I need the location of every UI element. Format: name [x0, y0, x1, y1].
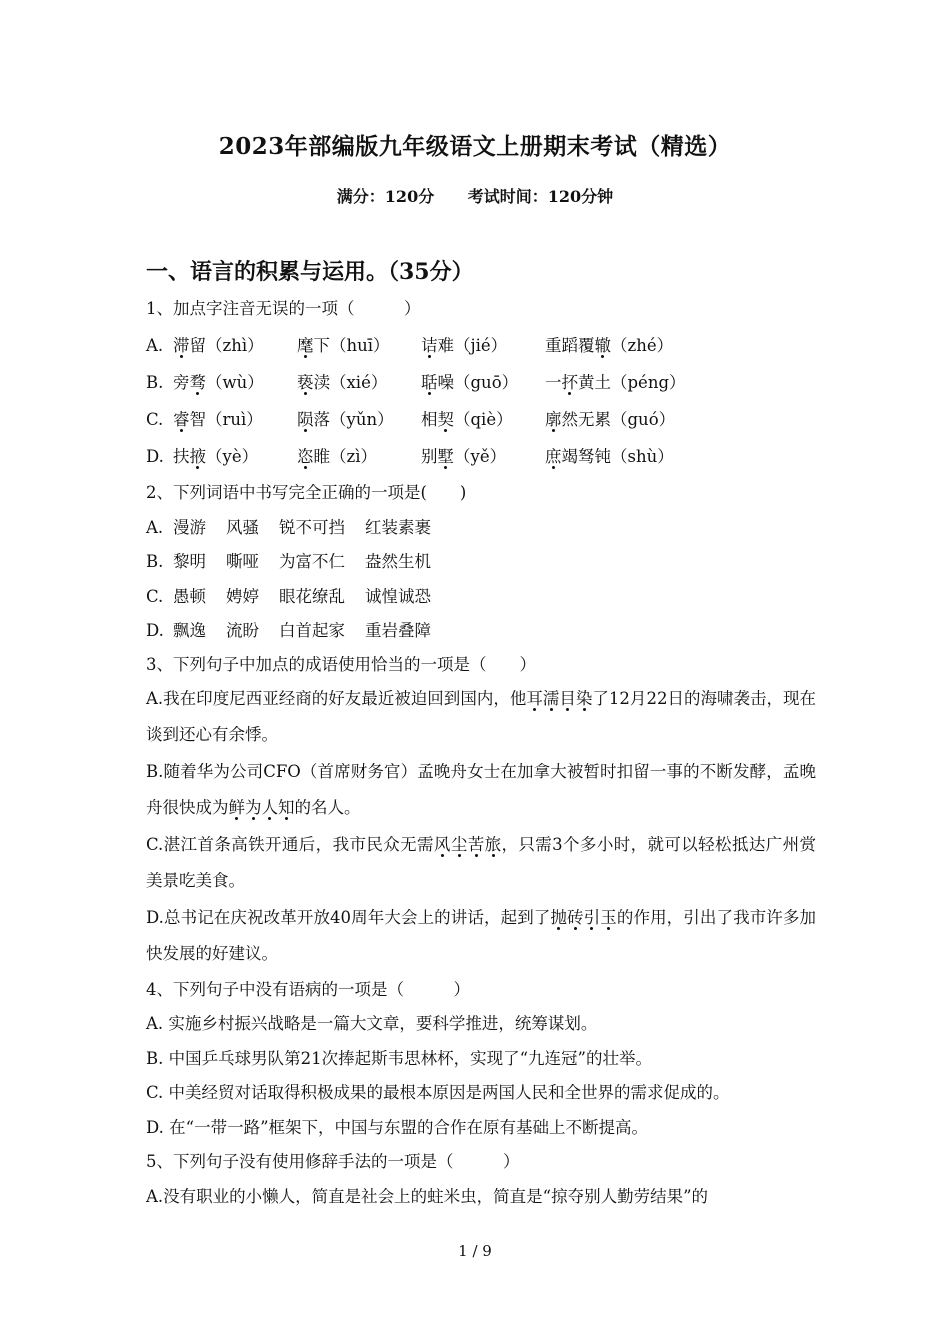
word-item [297, 401, 421, 438]
option-label: D. [146, 446, 164, 466]
dotted-char: 苦 [467, 834, 485, 854]
dotted-char: 旅 [484, 834, 502, 854]
word-item [421, 364, 545, 401]
word-item [297, 327, 421, 364]
dotted-char: 亵 [297, 372, 314, 392]
word-text: 旁 [173, 372, 190, 392]
word-item: 重岩叠障 [365, 621, 431, 640]
option-text: 了12月22日的海啸袭击，现在谈到还心有余悸。 [146, 688, 817, 744]
word-item: 盎然生机 [365, 552, 431, 571]
word-item [297, 364, 421, 401]
word-item [545, 327, 775, 364]
page-title: 2023年部编版九年级语文上册期末考试（精选） [218, 133, 732, 160]
question-4-option-a: A. 实施乡村振兴战略是一篇大文章，要科学推进，统筹谋划。 [146, 1014, 598, 1033]
word-item: 红装素裹 [365, 517, 431, 537]
dotted-char: 染 [575, 688, 593, 708]
word-item [421, 401, 545, 438]
dotted-idiom [526, 689, 592, 708]
option-text: ，只需3个多小时，就可以轻松抵达广州赏美景吃美食。 [146, 834, 816, 890]
word-item [297, 438, 421, 475]
dotted-char: 引 [583, 907, 601, 927]
word-item: 漫游 [173, 517, 206, 537]
dotted-char: 鲜 [228, 797, 245, 817]
question-2-option [146, 614, 816, 649]
word-item [173, 364, 297, 401]
option-label: B. [146, 552, 164, 571]
word-text: （qiè） [454, 409, 513, 429]
word-item [545, 438, 775, 475]
dotted-char: 辙 [594, 335, 611, 355]
question-1-option [146, 438, 816, 475]
word-text: 黄土（péng） [578, 372, 686, 392]
word-text: 留（zhì） [189, 335, 264, 355]
option-text: C.湛江首条高铁开通后，我市民众无需 [146, 834, 434, 854]
dotted-idiom [434, 835, 502, 854]
word-text: 落（yǔn） [313, 409, 394, 429]
word-text: （zhé） [611, 335, 674, 355]
question-3-stem: 3、下列句子中加点的成语使用恰当的一项是（ ） [146, 654, 536, 674]
question-4-option-b: B. 中国乒乓球男队第21次捧起斯韦思林杯，实现了“九连冠”的壮举。 [146, 1048, 652, 1068]
question-1-options [146, 327, 816, 475]
option-label: A. [146, 517, 164, 537]
word-item: 诚惶诚恐 [365, 586, 431, 606]
section-heading: 一、语言的积累与运用。（35分） [146, 259, 474, 285]
dotted-char: 睿 [173, 409, 190, 429]
question-2-options [146, 511, 816, 649]
word-text: （yě） [454, 446, 507, 466]
dotted-char: 诘 [421, 335, 438, 355]
dotted-char: 恣 [297, 446, 314, 466]
word-item: 锐不可挡 [279, 517, 345, 537]
word-text: 智（ruì） [189, 409, 263, 429]
word-item [421, 438, 545, 475]
exam-info [0, 184, 950, 207]
option-label: C. [146, 586, 164, 606]
question-3-options [146, 681, 816, 972]
question-4-option-c: C. 中美经贸对话取得积极成果的最根本原因是两国人民和全世界的需求促成的。 [146, 1083, 730, 1102]
word-item [173, 327, 297, 364]
word-text: 重蹈覆 [545, 335, 595, 355]
word-text: （wù） [206, 372, 264, 392]
dotted-char: 契 [437, 409, 454, 429]
word-item: 娉婷 [226, 586, 259, 606]
dotted-char: 廓 [545, 409, 562, 429]
option-label: C. [146, 409, 164, 429]
dotted-char: 风 [433, 834, 451, 854]
exam-time: 考试时间：120分钟 [467, 187, 614, 206]
word-item: 流盼 [226, 621, 259, 640]
question-1-option [146, 401, 816, 438]
word-text: 一 [545, 372, 562, 392]
option-text: D.总书记在庆祝改革开放40周年大会上的讲话，起到了 [146, 907, 551, 927]
word-item [173, 401, 297, 438]
question-1-stem: 1、加点字注音无误的一项（ ） [146, 299, 421, 318]
dotted-char: 庶 [545, 446, 562, 466]
option-text: 的作用，引出了我市许多加快发展的好建议。 [146, 907, 817, 963]
word-item [545, 401, 775, 438]
dotted-char: 尘 [450, 834, 468, 854]
word-item: 白首起家 [279, 621, 345, 640]
word-text: 睢（zì） [313, 446, 377, 466]
dotted-char: 濡 [542, 688, 560, 708]
question-3-option [146, 681, 816, 753]
question-3-option [146, 900, 816, 972]
word-text: 扶 [173, 446, 190, 466]
word-item [421, 327, 545, 364]
question-4-stem: 4、下列句子中没有语病的一项是（ ） [146, 979, 470, 999]
word-text: 渎（xié） [313, 372, 388, 392]
dotted-idiom [229, 798, 295, 817]
dotted-char: 掖 [189, 446, 206, 466]
word-item [173, 438, 297, 475]
word-text: 下（huī） [313, 335, 390, 355]
dotted-char: 聒 [421, 372, 438, 392]
word-text: 别 [421, 446, 438, 466]
question-3-option [146, 754, 816, 826]
word-item [545, 364, 775, 401]
dotted-char: 麾 [297, 335, 314, 355]
dotted-char: 抔 [561, 372, 578, 392]
word-item: 飘逸 [173, 621, 206, 640]
dotted-char: 目 [559, 688, 576, 708]
option-text: B.随着华为公司CFO（首席财务官）孟晚舟女士在加拿大被暂时扣留一事的不断发酵，孟晚舟很快成为 [146, 761, 816, 817]
question-2-stem: 2、下列词语中书写完全正确的一项是( ) [146, 482, 467, 502]
word-text: 相 [421, 409, 438, 429]
dotted-char: 砖 [567, 907, 584, 927]
question-1-option [146, 364, 816, 401]
option-label: B. [146, 372, 164, 392]
dotted-char: 骛 [189, 372, 206, 392]
dotted-char: 墅 [437, 446, 454, 466]
option-label: A. [146, 335, 164, 355]
question-1-option [146, 327, 816, 364]
dotted-idiom [550, 908, 616, 927]
question-5-option-a: A.没有职业的小懒人，简直是社会上的蛀米虫，简直是“掠夺别人勤劳结果”的 [146, 1186, 709, 1206]
word-text: 然无累（guó） [561, 409, 676, 429]
dotted-char: 滞 [173, 335, 190, 355]
question-2-option [146, 511, 816, 546]
option-label: D. [146, 621, 164, 640]
option-text: 的名人。 [294, 797, 361, 817]
word-text: 竭驽钝（shù） [561, 446, 674, 466]
dotted-char: 陨 [297, 409, 314, 429]
dotted-char: 玉 [600, 907, 617, 927]
question-4-option-d: D. 在“一带一路”框架下，中国与东盟的合作在原有基础上不断提高。 [146, 1117, 649, 1137]
dotted-char: 为 [245, 797, 262, 817]
word-item: 黎明 [173, 552, 206, 571]
dotted-char: 抛 [550, 907, 568, 927]
word-item: 风骚 [226, 517, 259, 537]
word-text: 噪（guō） [437, 372, 519, 392]
word-text: （yè） [206, 446, 259, 466]
word-item: 愚顿 [173, 586, 206, 606]
word-item: 嘶哑 [226, 552, 259, 571]
question-2-option [146, 545, 816, 580]
page-number: 1 / 9 [458, 1242, 492, 1260]
word-item: 眼花缭乱 [279, 586, 345, 606]
dotted-char: 知 [278, 797, 295, 817]
dotted-char: 耳 [526, 688, 543, 708]
option-text: A.我在印度尼西亚经商的好友最近被迫回到国内，他 [146, 688, 527, 708]
question-2-option [146, 580, 816, 615]
word-text: 难（jié） [437, 335, 508, 355]
question-5-stem: 5、下列句子没有使用修辞手法的一项是（ ） [146, 1152, 520, 1171]
full-score: 满分：120分 [336, 187, 435, 206]
question-3-option [146, 827, 816, 899]
dotted-char: 人 [261, 797, 278, 817]
questions [146, 292, 816, 1214]
word-item: 为富不仁 [279, 552, 345, 571]
